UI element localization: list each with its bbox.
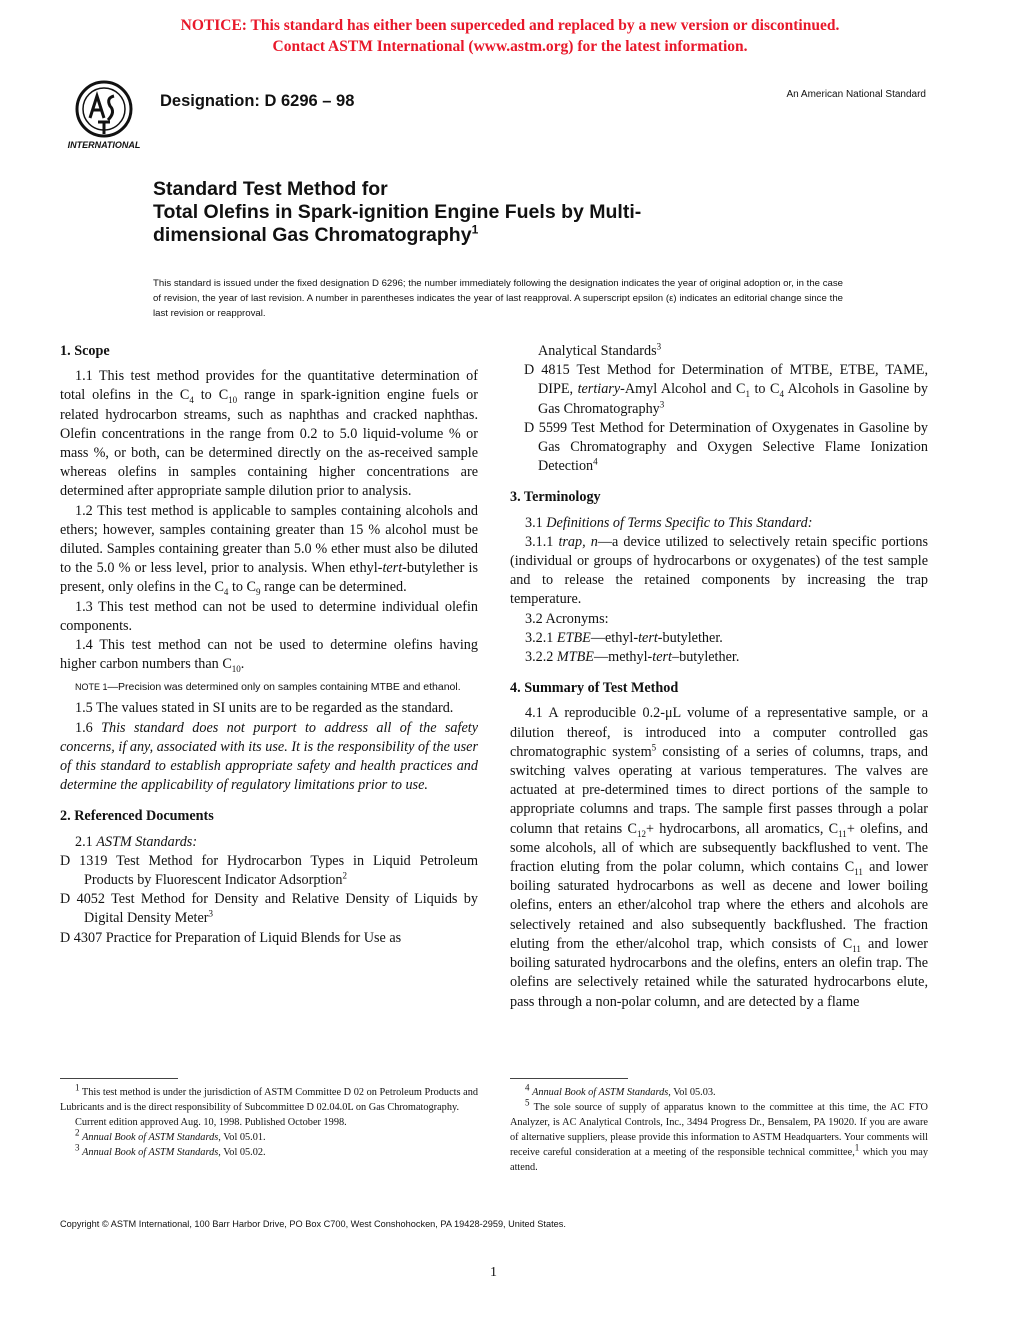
designation: Designation: D 6296 – 98 [160, 92, 355, 110]
paragraph: 1.5 The values stated in SI units are to be regarded as the standard. [75, 700, 454, 717]
footnote: $^1$ This test method is under the jurisdiction of ASTM Committee D 02 on Petroleum Products and Lubricants and is the direct responsibility of Subcommittee D 02.04.0L on Gas Chromatography. [60, 1082, 478, 1113]
section-heading: 2. Referenced Documents [60, 808, 214, 825]
paragraph: 3.1 Definitions of Terms Specific to This Standard: [525, 514, 813, 531]
left-column [60, 342, 478, 948]
paragraph: 1.1 This test method provides for the quantitative determination of total olefins in the $C_4$ to $C_{10}$ range in spark-ignition engine fuels or related hydrocarbon streams, such as naphthas and cracked naphthas. Olefin concentrations in the range from 0.2 to 5.0 liquid-volume % or mass %, or both, can be determined directly on the as-received sample whereas olefins in samples containing higher concentrations are determined after appropriate sample dilution prior to analysis. [60, 368, 478, 500]
footnotes-right [510, 1082, 928, 1175]
section-heading: 1. Scope [60, 343, 110, 359]
footnote-rule-right [510, 1078, 628, 1079]
reference-item: D 4052 Test Method for Density and Relative Density of Liquids by Digital Density Meter$^3$ [60, 891, 478, 927]
paragraph: 3.2.1 ETBE—ethyl-tert-butylether. [525, 629, 723, 646]
paragraph: 3.1.1 trap, n—a device utilized to selectively retain specific portions (individual or groups of hydrocarbons or oxygenates) of the test sample and to release the retained components by increasing the trap temperature. [510, 533, 929, 608]
notice-line-2: Contact ASTM International (www.astm.org) for the latest information. [272, 38, 748, 55]
astm-logo [62, 78, 146, 152]
footnote: $^4$ Annual Book of ASTM Standards, Vol 05.03. [525, 1082, 716, 1098]
footnote-rule-left [60, 1078, 178, 1079]
reference-item: D 1319 Test Method for Hydrocarbon Types in Liquid Petroleum Products by Fluorescent Indicator Adsorption$^2$ [60, 852, 478, 889]
paragraph: 1.3 This test method can not be used to determine individual olefin components. [60, 598, 478, 634]
section-heading: 3. Terminology [510, 489, 601, 506]
logo-subtext: INTERNATIONAL [67, 140, 141, 150]
reference-item: D 5599 Test Method for Determination of Oxygenates in Gasoline by Gas Chromatography and Oxygen Selective Flame Ionization Detection$^4$ [524, 419, 929, 475]
footnote: $^2$ Annual Book of ASTM Standards, Vol 05.01. [75, 1127, 266, 1143]
paragraph: 1.2 This test method is applicable to samples containing alcohols and ethers; however, samples containing greater than 15 % alcohol must be diluted. Samples containing greater than 5.0 % ether must also be diluted to the 5.0 % or less level, prior to analysis. When ethyl-tert-butylether is present, only olefins in the $C_4$ to $C_9$ range can be determined. [60, 502, 479, 598]
copyright: Copyright © ASTM International, 100 Barr Harbor Drive, PO Box C700, West Conshohocken, PA 19428-2959, United States. [60, 1219, 566, 1229]
right-column [510, 342, 928, 1012]
page-number: 1 [490, 1265, 497, 1280]
document-title: Standard Test Method for Total Olefins in Spark-ignition Engine Fuels by Multi- dimensional Gas Chromatography$^1$ [153, 178, 642, 246]
paragraph: 3.2 Acronyms: [525, 610, 609, 627]
notice-line-1: NOTICE: This standard has either been superceded and replaced by a new version or discontinued. [180, 17, 840, 34]
reference-item: D 4307 Practice for Preparation of Liquid Blends for Use as [60, 929, 402, 946]
paragraph: 3.2.2 MTBE—methyl-tert–butylether. [525, 649, 740, 666]
paragraph: 4.1 A reproducible 0.2-μL volume of a representative sample, or a dilution thereof, is introduced into a computer controlled gas chromatographic system$^5$ consisting of a series of columns, traps, and switching valves operating at various temperatures. The valves are actuated at pre-determined times to direct portions of the sample to appropriate columns and traps. The sample first passes through a polar column that retains $C_{12}+$ hydrocarbons, all aromatics, $C_{11}+$ olefins, and some alcohols, all of which are subsequently backflushed to vent. The fraction eluting from the polar column, which contains $C_{11}$ and lower boiling saturated hydrocarbons as well as decene and lower boiling olefins, enters an ether/alcohol trap where the ethers and alcohols are selectively retained and also subsequently backflushed. The fraction eluting from the ether/alcohol trap, which consists of $C_{11}$ and lower boiling saturated hydrocarbons and the olefins, enters an olefin trap. The olefins are selectively retained while the saturated hydrocarbons elute, pass through a non-polar column, and are detected by a flame [510, 705, 929, 1010]
section-heading: 4. Summary of Test Method [510, 680, 679, 697]
american-national-standard: An American National Standard [786, 89, 926, 100]
paragraph: 1.4 This test method can not be used to determine olefins having higher carbon numbers than $C_{10}$. [60, 637, 478, 675]
footnotes-left [60, 1082, 478, 1160]
issued-note: This standard is issued under the fixed designation D 6296; the number immediately following the designation indicates the year of original adoption or, in the case of revision, the year of last revision. A number in parentheses indicates the year of last reapproval. A superscript epsilon (ε) indicates an editorial change since the last revision or reapproval. [153, 278, 843, 319]
footnote: Current edition approved Aug. 10, 1998. Published October 1998. [75, 1117, 347, 1128]
reference-item: D 4815 Test Method for Determination of MTBE, ETBE, TAME, DIPE, tertiary-Amyl Alcohol and $C_1$ to $C_4$ Alcohols in Gasoline by Gas Chromatography$^3$ [524, 362, 929, 417]
paragraph: 2.1 ASTM Standards: [75, 833, 198, 850]
note: NOTE 1—Precision was determined only on samples containing MTBE and ethanol. [75, 681, 461, 694]
footnote: $^3$ Annual Book of ASTM Standards, Vol 05.02. [75, 1142, 266, 1158]
footnote: $^5$ The sole source of supply of apparatus known to the committee at this time, the AC FTO Analyzer, is AC Analytical Controls, Inc., 3494 Progress Dr., Bensalem, PA 19020. If you are aware of alternative suppliers, please provide this information to ASTM Headquarters. Your comments will receive careful consideration at a meeting of the responsible technical committee,$^1$ which you may attend. [510, 1097, 928, 1173]
reference-continuation: Analytical Standards$^3$ [538, 341, 662, 359]
paragraph: 1.6 This standard does not purport to address all of the safety concerns, if any, associated with its use. It is the responsibility of the user of this standard to establish appropriate safety and health practices and determine the applicability of regulatory limitations prior to use. [60, 719, 478, 794]
